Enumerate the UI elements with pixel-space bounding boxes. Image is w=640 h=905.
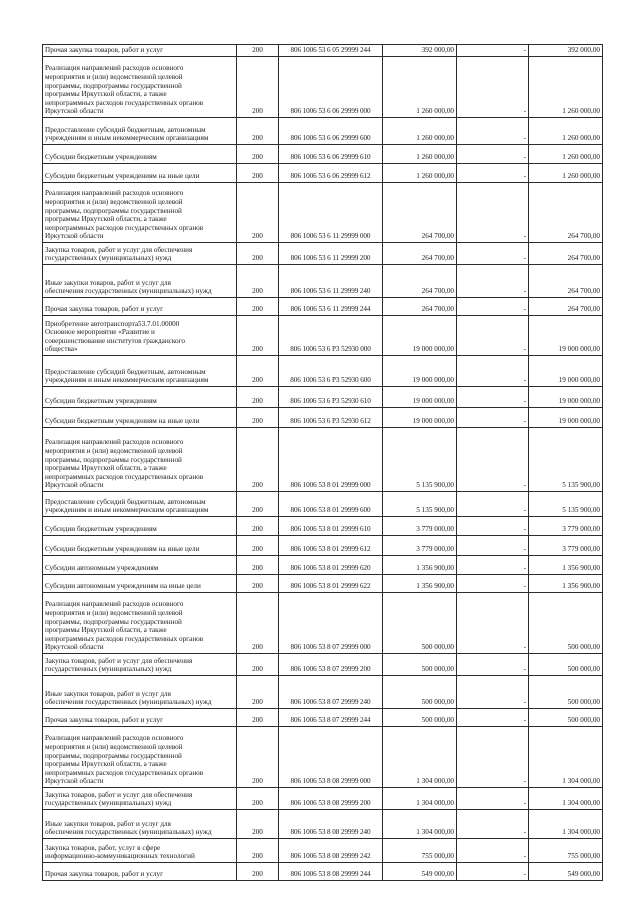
line-code-cell: 200	[237, 536, 279, 556]
line-code-cell: 200	[237, 428, 279, 492]
approved-amount-cell: 264 700,00	[383, 183, 457, 243]
budget-classification-code-cell: 806 1006 53 6 06 29999 612	[279, 164, 383, 183]
approved-amount-cell: 500 000,00	[383, 593, 457, 654]
line-code-cell: 200	[237, 265, 279, 298]
line-code-cell: 200	[237, 118, 279, 145]
table-row	[43, 536, 603, 556]
executed-amount-cell: -	[457, 356, 529, 387]
expense-name-cell: Субсидии бюджетным учреждениям на иные цели	[43, 164, 237, 183]
unexecuted-amount-cell: 1 260 000,00	[529, 145, 603, 164]
expense-name-cell: Прочая закупка товаров, работ и услуг	[43, 863, 237, 881]
budget-classification-code-cell: 806 1006 53 8 07 29999 240	[279, 676, 383, 709]
budget-classification-code-cell: 806 1006 53 6 11 29999 200	[279, 243, 383, 265]
budget-classification-code-cell: 806 1006 53 8 01 29999 622	[279, 575, 383, 593]
approved-amount-cell: 264 700,00	[383, 265, 457, 298]
approved-amount-cell: 500 000,00	[383, 709, 457, 727]
expense-name-cell: Закупка товаров, работ и услуг для обеспечения государственных (муниципальных) нужд	[43, 243, 237, 265]
unexecuted-amount-cell: 264 700,00	[529, 298, 603, 316]
expense-name-cell: Реализация направлений расходов основного мероприятия и (или) ведомственной целевой программы, подпрограммы государственной программы Иркутской области, а также непрограммных расходов государственных органов Иркутской области	[43, 593, 237, 654]
table-row	[43, 593, 603, 654]
executed-amount-cell: -	[457, 428, 529, 492]
expense-name-cell: Приобретение автотранспорта53.7.01.00000 Основное мероприятие «Развитие и совершенствование институтов гражданского общества»	[43, 316, 237, 356]
executed-amount-cell: -	[457, 593, 529, 654]
unexecuted-amount-cell: 500 000,00	[529, 593, 603, 654]
table-row	[43, 164, 603, 183]
unexecuted-amount-cell: 392 000,00	[529, 45, 603, 57]
budget-classification-code-cell: 806 1006 53 8 01 29999 600	[279, 492, 383, 517]
line-code-cell: 200	[237, 387, 279, 408]
executed-amount-cell: -	[457, 298, 529, 316]
expense-name-cell: Реализация направлений расходов основного мероприятия и (или) ведомственной целевой программы, подпрограммы государственной программы Иркутской области, а также непрограммных расходов государственных органов Иркутской области	[43, 727, 237, 788]
unexecuted-amount-cell: 1 356 900,00	[529, 556, 603, 575]
approved-amount-cell: 1 260 000,00	[383, 118, 457, 145]
table-row	[43, 356, 603, 387]
table-row	[43, 243, 603, 265]
budget-classification-code-cell: 806 1006 53 6 Р3 52930 000	[279, 316, 383, 356]
expense-name-cell: Субсидии автономным учреждениям на иные цели	[43, 575, 237, 593]
budget-classification-code-cell: 806 1006 53 6 11 29999 240	[279, 265, 383, 298]
executed-amount-cell: -	[457, 575, 529, 593]
line-code-cell: 200	[237, 863, 279, 881]
executed-amount-cell: -	[457, 654, 529, 676]
budget-classification-code-cell: 806 1006 53 8 07 29999 244	[279, 709, 383, 727]
line-code-cell: 200	[237, 408, 279, 428]
approved-amount-cell: 5 135 900,00	[383, 428, 457, 492]
executed-amount-cell: -	[457, 839, 529, 863]
budget-classification-code-cell: 806 1006 53 8 08 29999 242	[279, 839, 383, 863]
approved-amount-cell: 500 000,00	[383, 676, 457, 709]
table-row	[43, 863, 603, 881]
executed-amount-cell: -	[457, 727, 529, 788]
budget-classification-code-cell: 806 1006 53 8 07 29999 000	[279, 593, 383, 654]
executed-amount-cell: -	[457, 164, 529, 183]
approved-amount-cell: 755 000,00	[383, 839, 457, 863]
line-code-cell: 200	[237, 183, 279, 243]
line-code-cell: 200	[237, 492, 279, 517]
expense-name-cell: Реализация направлений расходов основного мероприятия и (или) ведомственной целевой программы, подпрограммы государственной программы Иркутской области, а также непрограммных расходов государственных органов Иркутской области	[43, 183, 237, 243]
expense-name-cell: Прочая закупка товаров, работ и услуг	[43, 45, 237, 57]
line-code-cell: 200	[237, 243, 279, 265]
expense-name-cell: Предоставление субсидий бюджетным, автономным учреждениям и иным некоммерческим организациям	[43, 118, 237, 145]
table-row	[43, 57, 603, 118]
budget-expenses-table	[42, 44, 603, 881]
line-code-cell: 200	[237, 788, 279, 810]
line-code-cell: 200	[237, 356, 279, 387]
line-code-cell: 200	[237, 709, 279, 727]
expense-name-cell: Закупка товаров, работ, услуг в сфере информационно-коммуникационных технологий	[43, 839, 237, 863]
budget-classification-code-cell: 806 1006 53 8 08 29999 240	[279, 810, 383, 839]
executed-amount-cell: -	[457, 676, 529, 709]
line-code-cell: 200	[237, 727, 279, 788]
approved-amount-cell: 3 779 000,00	[383, 536, 457, 556]
unexecuted-amount-cell: 5 135 900,00	[529, 492, 603, 517]
approved-amount-cell: 5 135 900,00	[383, 492, 457, 517]
approved-amount-cell: 1 260 000,00	[383, 145, 457, 164]
executed-amount-cell: -	[457, 863, 529, 881]
line-code-cell: 200	[237, 164, 279, 183]
approved-amount-cell: 549 000,00	[383, 863, 457, 881]
approved-amount-cell: 19 000 000,00	[383, 356, 457, 387]
unexecuted-amount-cell: 264 700,00	[529, 265, 603, 298]
executed-amount-cell: -	[457, 118, 529, 145]
unexecuted-amount-cell: 1 304 000,00	[529, 727, 603, 788]
unexecuted-amount-cell: 19 000 000,00	[529, 316, 603, 356]
expense-name-cell: Закупка товаров, работ и услуг для обеспечения государственных (муниципальных) нужд	[43, 788, 237, 810]
unexecuted-amount-cell: 1 260 000,00	[529, 57, 603, 118]
expense-name-cell: Прочая закупка товаров, работ и услуг	[43, 709, 237, 727]
budget-classification-code-cell: 806 1006 53 8 07 29999 200	[279, 654, 383, 676]
budget-classification-code-cell: 806 1006 53 8 08 29999 200	[279, 788, 383, 810]
unexecuted-amount-cell: 3 779 000,00	[529, 517, 603, 536]
executed-amount-cell: -	[457, 492, 529, 517]
expense-name-cell: Субсидии бюджетным учреждениям	[43, 145, 237, 164]
line-code-cell: 200	[237, 593, 279, 654]
executed-amount-cell: -	[457, 45, 529, 57]
executed-amount-cell: -	[457, 145, 529, 164]
unexecuted-amount-cell: 5 135 900,00	[529, 428, 603, 492]
budget-classification-code-cell: 806 1006 53 6 06 29999 000	[279, 57, 383, 118]
approved-amount-cell: 264 700,00	[383, 298, 457, 316]
approved-amount-cell: 1 260 000,00	[383, 57, 457, 118]
unexecuted-amount-cell: 19 000 000,00	[529, 356, 603, 387]
approved-amount-cell: 3 779 000,00	[383, 517, 457, 536]
executed-amount-cell: -	[457, 183, 529, 243]
table-row	[43, 709, 603, 727]
unexecuted-amount-cell: 1 304 000,00	[529, 810, 603, 839]
table-row	[43, 676, 603, 709]
budget-classification-code-cell: 806 1006 53 8 01 29999 620	[279, 556, 383, 575]
table-row	[43, 575, 603, 593]
line-code-cell: 200	[237, 57, 279, 118]
approved-amount-cell: 1 304 000,00	[383, 810, 457, 839]
line-code-cell: 200	[237, 810, 279, 839]
executed-amount-cell: -	[457, 57, 529, 118]
approved-amount-cell: 500 000,00	[383, 654, 457, 676]
table-row	[43, 788, 603, 810]
budget-classification-code-cell: 806 1006 53 6 06 29999 600	[279, 118, 383, 145]
unexecuted-amount-cell: 19 000 000,00	[529, 408, 603, 428]
line-code-cell: 200	[237, 145, 279, 164]
expense-name-cell: Закупка товаров, работ и услуг для обеспечения государственных (муниципальных) нужд	[43, 654, 237, 676]
unexecuted-amount-cell: 3 779 000,00	[529, 536, 603, 556]
budget-classification-code-cell: 806 1006 53 6 11 29999 244	[279, 298, 383, 316]
line-code-cell: 200	[237, 556, 279, 575]
table-row	[43, 387, 603, 408]
unexecuted-amount-cell: 264 700,00	[529, 243, 603, 265]
approved-amount-cell: 1 304 000,00	[383, 727, 457, 788]
table-row	[43, 118, 603, 145]
expense-name-cell: Субсидии бюджетным учреждениям на иные цели	[43, 536, 237, 556]
approved-amount-cell: 19 000 000,00	[383, 316, 457, 356]
expense-name-cell: Реализация направлений расходов основного мероприятия и (или) ведомственной целевой программы, подпрограммы государственной программы Иркутской области, а также непрограммных расходов государственных органов Иркутской области	[43, 57, 237, 118]
table-row	[43, 839, 603, 863]
budget-classification-code-cell: 806 1006 53 6 Р3 52930 612	[279, 408, 383, 428]
budget-classification-code-cell: 806 1006 53 8 01 29999 000	[279, 428, 383, 492]
unexecuted-amount-cell: 1 304 000,00	[529, 788, 603, 810]
unexecuted-amount-cell: 19 000 000,00	[529, 387, 603, 408]
expense-name-cell: Субсидии бюджетным учреждениям на иные цели	[43, 408, 237, 428]
expense-name-cell: Субсидии бюджетным учреждениям	[43, 517, 237, 536]
budget-classification-code-cell: 806 1006 53 6 05 29999 244	[279, 45, 383, 57]
table-row	[43, 316, 603, 356]
executed-amount-cell: -	[457, 387, 529, 408]
line-code-cell: 200	[237, 839, 279, 863]
table-row	[43, 556, 603, 575]
unexecuted-amount-cell: 500 000,00	[529, 654, 603, 676]
table-row	[43, 45, 603, 57]
executed-amount-cell: -	[457, 536, 529, 556]
table-row	[43, 517, 603, 536]
table-row	[43, 727, 603, 788]
approved-amount-cell: 264 700,00	[383, 243, 457, 265]
table-row	[43, 265, 603, 298]
executed-amount-cell: -	[457, 556, 529, 575]
approved-amount-cell: 1 356 900,00	[383, 556, 457, 575]
approved-amount-cell: 19 000 000,00	[383, 408, 457, 428]
budget-classification-code-cell: 806 1006 53 8 08 29999 244	[279, 863, 383, 881]
budget-classification-code-cell: 806 1006 53 8 01 29999 612	[279, 536, 383, 556]
budget-classification-code-cell: 806 1006 53 6 06 29999 610	[279, 145, 383, 164]
table-row	[43, 298, 603, 316]
executed-amount-cell: -	[457, 709, 529, 727]
line-code-cell: 200	[237, 676, 279, 709]
executed-amount-cell: -	[457, 316, 529, 356]
executed-amount-cell: -	[457, 408, 529, 428]
line-code-cell: 200	[237, 517, 279, 536]
budget-classification-code-cell: 806 1006 53 8 08 29999 000	[279, 727, 383, 788]
expense-name-cell: Субсидии бюджетным учреждениям	[43, 387, 237, 408]
line-code-cell: 200	[237, 45, 279, 57]
approved-amount-cell: 392 000,00	[383, 45, 457, 57]
table-row	[43, 183, 603, 243]
executed-amount-cell: -	[457, 265, 529, 298]
approved-amount-cell: 1 260 000,00	[383, 164, 457, 183]
table-row	[43, 810, 603, 839]
table-row	[43, 408, 603, 428]
expense-name-cell: Иные закупки товаров, работ и услуг для обеспечения государственных (муниципальных) нужд	[43, 265, 237, 298]
executed-amount-cell: -	[457, 810, 529, 839]
table-body	[43, 45, 603, 881]
approved-amount-cell: 1 356 900,00	[383, 575, 457, 593]
line-code-cell: 200	[237, 575, 279, 593]
executed-amount-cell: -	[457, 788, 529, 810]
unexecuted-amount-cell: 264 700,00	[529, 183, 603, 243]
expense-name-cell: Субсидии автономным учреждениям	[43, 556, 237, 575]
document-page	[42, 44, 602, 881]
table-row	[43, 428, 603, 492]
line-code-cell: 200	[237, 316, 279, 356]
budget-classification-code-cell: 806 1006 53 6 Р3 52930 610	[279, 387, 383, 408]
approved-amount-cell: 1 304 000,00	[383, 788, 457, 810]
expense-name-cell: Реализация направлений расходов основного мероприятия и (или) ведомственной целевой программы, подпрограммы государственной программы Иркутской области, а также непрограммных расходов государственных органов Иркутской области	[43, 428, 237, 492]
unexecuted-amount-cell: 1 356 900,00	[529, 575, 603, 593]
table-row	[43, 654, 603, 676]
unexecuted-amount-cell: 755 000,00	[529, 839, 603, 863]
budget-classification-code-cell: 806 1006 53 6 11 29999 000	[279, 183, 383, 243]
unexecuted-amount-cell: 500 000,00	[529, 709, 603, 727]
table-row	[43, 145, 603, 164]
unexecuted-amount-cell: 1 260 000,00	[529, 118, 603, 145]
executed-amount-cell: -	[457, 517, 529, 536]
expense-name-cell: Прочая закупка товаров, работ и услуг	[43, 298, 237, 316]
unexecuted-amount-cell: 500 000,00	[529, 676, 603, 709]
executed-amount-cell: -	[457, 243, 529, 265]
budget-classification-code-cell: 806 1006 53 8 01 29999 610	[279, 517, 383, 536]
expense-name-cell: Иные закупки товаров, работ и услуг для обеспечения государственных (муниципальных) нужд	[43, 810, 237, 839]
expense-name-cell: Иные закупки товаров, работ и услуг для обеспечения государственных (муниципальных) нужд	[43, 676, 237, 709]
line-code-cell: 200	[237, 298, 279, 316]
line-code-cell: 200	[237, 654, 279, 676]
expense-name-cell: Предоставление субсидий бюджетным, автономным учреждениям и иным некоммерческим организациям	[43, 356, 237, 387]
unexecuted-amount-cell: 1 260 000,00	[529, 164, 603, 183]
unexecuted-amount-cell: 549 000,00	[529, 863, 603, 881]
expense-name-cell: Предоставление субсидий бюджетным, автономным учреждениям и иным некоммерческим организациям	[43, 492, 237, 517]
table-row	[43, 492, 603, 517]
approved-amount-cell: 19 000 000,00	[383, 387, 457, 408]
budget-classification-code-cell: 806 1006 53 6 Р3 52930 600	[279, 356, 383, 387]
